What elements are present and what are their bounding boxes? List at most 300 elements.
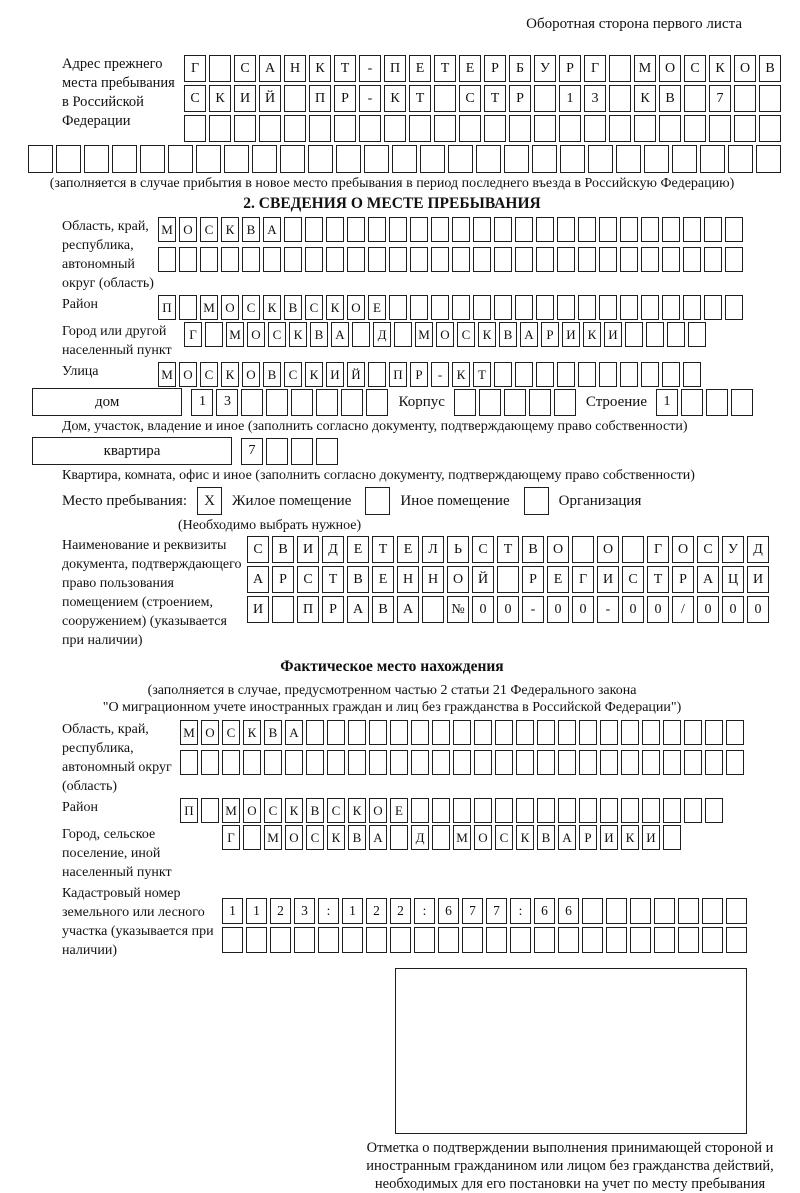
char-box[interactable]: В xyxy=(348,825,366,850)
char-box[interactable] xyxy=(702,898,723,924)
char-box[interactable]: К xyxy=(263,295,281,320)
char-box[interactable] xyxy=(359,115,381,142)
char-box[interactable]: С xyxy=(622,566,644,593)
char-box[interactable] xyxy=(294,927,315,953)
char-box[interactable]: В xyxy=(310,322,328,347)
char-box[interactable] xyxy=(184,115,206,142)
char-box[interactable] xyxy=(536,247,554,272)
char-box[interactable]: 6 xyxy=(558,898,579,924)
char-box[interactable]: А xyxy=(558,825,576,850)
char-box[interactable] xyxy=(326,247,344,272)
char-box[interactable]: К xyxy=(634,85,656,112)
char-box[interactable]: С xyxy=(306,825,324,850)
char-box[interactable]: А xyxy=(331,322,349,347)
char-box[interactable]: А xyxy=(285,720,303,745)
char-box[interactable] xyxy=(431,247,449,272)
char-box[interactable]: 7 xyxy=(241,438,263,465)
char-box[interactable] xyxy=(438,927,459,953)
char-box[interactable]: С xyxy=(264,798,282,823)
char-box[interactable]: Й xyxy=(347,362,365,387)
char-box[interactable] xyxy=(684,798,702,823)
char-box[interactable]: К xyxy=(221,217,239,242)
char-box[interactable]: Т xyxy=(473,362,491,387)
char-box[interactable] xyxy=(662,247,680,272)
char-box[interactable]: Т xyxy=(334,55,356,82)
char-box[interactable]: : xyxy=(414,898,435,924)
char-box[interactable] xyxy=(683,247,701,272)
char-box[interactable] xyxy=(663,720,681,745)
char-box[interactable]: К xyxy=(221,362,239,387)
char-box[interactable] xyxy=(667,322,685,347)
char-box[interactable] xyxy=(705,750,723,775)
char-box[interactable] xyxy=(659,115,681,142)
char-box[interactable]: С xyxy=(234,55,256,82)
char-box[interactable] xyxy=(554,389,576,416)
char-box[interactable] xyxy=(453,720,471,745)
char-box[interactable] xyxy=(390,720,408,745)
char-box[interactable]: С xyxy=(459,85,481,112)
char-box[interactable] xyxy=(578,295,596,320)
char-box[interactable] xyxy=(327,720,345,745)
char-box[interactable]: 0 xyxy=(697,596,719,623)
char-box[interactable]: Т xyxy=(322,566,344,593)
char-box[interactable] xyxy=(621,720,639,745)
char-box[interactable]: О xyxy=(285,825,303,850)
char-box[interactable] xyxy=(620,295,638,320)
char-box[interactable]: Ь xyxy=(447,536,469,563)
char-box[interactable] xyxy=(599,362,617,387)
char-box[interactable]: Р xyxy=(410,362,428,387)
checkbox-inoe-pomeshchenie[interactable] xyxy=(365,487,390,515)
char-box[interactable] xyxy=(678,927,699,953)
char-box[interactable]: В xyxy=(306,798,324,823)
char-box[interactable] xyxy=(201,798,219,823)
char-box[interactable] xyxy=(368,362,386,387)
char-box[interactable] xyxy=(454,389,476,416)
char-box[interactable] xyxy=(259,115,281,142)
char-box[interactable]: 6 xyxy=(534,898,555,924)
char-box[interactable] xyxy=(642,720,660,745)
char-box[interactable]: С xyxy=(495,825,513,850)
char-box[interactable]: Р xyxy=(559,55,581,82)
char-box[interactable]: М xyxy=(158,362,176,387)
char-box[interactable] xyxy=(621,798,639,823)
char-box[interactable] xyxy=(56,145,81,173)
char-box[interactable] xyxy=(179,247,197,272)
char-box[interactable] xyxy=(384,115,406,142)
char-box[interactable]: М xyxy=(453,825,471,850)
char-box[interactable] xyxy=(242,247,260,272)
char-box[interactable] xyxy=(410,295,428,320)
char-box[interactable] xyxy=(234,115,256,142)
char-box[interactable]: А xyxy=(347,596,369,623)
char-box[interactable] xyxy=(515,247,533,272)
char-box[interactable] xyxy=(557,217,575,242)
char-box[interactable]: Е xyxy=(372,566,394,593)
char-box[interactable] xyxy=(558,750,576,775)
char-box[interactable] xyxy=(600,750,618,775)
char-box[interactable] xyxy=(516,720,534,745)
char-box[interactable] xyxy=(284,85,306,112)
char-box[interactable]: П xyxy=(158,295,176,320)
char-box[interactable]: 1 xyxy=(222,898,243,924)
char-box[interactable] xyxy=(196,145,221,173)
char-box[interactable] xyxy=(684,115,706,142)
char-box[interactable] xyxy=(411,798,429,823)
char-box[interactable] xyxy=(534,927,555,953)
char-box[interactable]: О xyxy=(243,798,261,823)
char-box[interactable] xyxy=(431,295,449,320)
char-box[interactable]: С xyxy=(284,362,302,387)
char-box[interactable] xyxy=(702,927,723,953)
char-box[interactable]: - xyxy=(431,362,449,387)
char-box[interactable] xyxy=(473,295,491,320)
char-box[interactable]: Р xyxy=(509,85,531,112)
char-box[interactable]: Е xyxy=(347,536,369,563)
char-box[interactable] xyxy=(620,217,638,242)
char-box[interactable] xyxy=(341,389,363,416)
char-box[interactable] xyxy=(704,295,722,320)
char-box[interactable]: О xyxy=(659,55,681,82)
char-box[interactable] xyxy=(389,217,407,242)
char-box[interactable]: В xyxy=(284,295,302,320)
char-box[interactable]: С xyxy=(457,322,475,347)
char-box[interactable]: Р xyxy=(322,596,344,623)
char-box[interactable]: О xyxy=(221,295,239,320)
char-box[interactable]: О xyxy=(242,362,260,387)
char-box[interactable] xyxy=(112,145,137,173)
char-box[interactable]: 7 xyxy=(709,85,731,112)
char-box[interactable]: К xyxy=(452,362,470,387)
char-box[interactable] xyxy=(600,798,618,823)
char-box[interactable] xyxy=(266,438,288,465)
char-box[interactable] xyxy=(606,898,627,924)
char-box[interactable] xyxy=(588,145,613,173)
char-box[interactable]: С xyxy=(247,536,269,563)
char-box[interactable]: П xyxy=(180,798,198,823)
char-box[interactable]: 3 xyxy=(294,898,315,924)
char-box[interactable] xyxy=(606,927,627,953)
char-box[interactable] xyxy=(642,798,660,823)
char-box[interactable] xyxy=(509,115,531,142)
char-box[interactable]: Р xyxy=(579,825,597,850)
char-box[interactable] xyxy=(584,115,606,142)
char-box[interactable]: С xyxy=(697,536,719,563)
char-box[interactable]: К xyxy=(243,720,261,745)
char-box[interactable] xyxy=(336,145,361,173)
char-box[interactable] xyxy=(352,322,370,347)
char-box[interactable] xyxy=(641,217,659,242)
char-box[interactable]: С xyxy=(305,295,323,320)
char-box[interactable] xyxy=(306,720,324,745)
char-box[interactable] xyxy=(284,115,306,142)
char-box[interactable]: М xyxy=(200,295,218,320)
char-box[interactable] xyxy=(704,247,722,272)
char-box[interactable] xyxy=(672,145,697,173)
char-box[interactable] xyxy=(515,362,533,387)
char-box[interactable] xyxy=(305,217,323,242)
char-box[interactable]: Г xyxy=(572,566,594,593)
char-box[interactable] xyxy=(609,85,631,112)
char-box[interactable]: 1 xyxy=(656,389,678,416)
char-box[interactable] xyxy=(537,720,555,745)
char-box[interactable] xyxy=(389,295,407,320)
char-box[interactable]: И xyxy=(600,825,618,850)
char-box[interactable] xyxy=(168,145,193,173)
char-box[interactable]: Д xyxy=(747,536,769,563)
char-box[interactable] xyxy=(599,247,617,272)
char-box[interactable]: Н xyxy=(422,566,444,593)
char-box[interactable]: О xyxy=(436,322,454,347)
char-box[interactable]: А xyxy=(263,217,281,242)
char-box[interactable] xyxy=(726,720,744,745)
char-box[interactable]: 0 xyxy=(747,596,769,623)
char-box[interactable] xyxy=(582,927,603,953)
char-box[interactable] xyxy=(663,750,681,775)
char-box[interactable]: О xyxy=(547,536,569,563)
char-box[interactable]: Ц xyxy=(722,566,744,593)
char-box[interactable]: С xyxy=(184,85,206,112)
char-box[interactable] xyxy=(497,566,519,593)
char-box[interactable]: О xyxy=(474,825,492,850)
char-box[interactable]: Б xyxy=(509,55,531,82)
char-box[interactable]: В xyxy=(759,55,781,82)
char-box[interactable] xyxy=(495,720,513,745)
char-box[interactable] xyxy=(266,389,288,416)
char-box[interactable] xyxy=(479,389,501,416)
char-box[interactable]: С xyxy=(268,322,286,347)
char-box[interactable] xyxy=(622,536,644,563)
char-box[interactable] xyxy=(348,720,366,745)
char-box[interactable]: М xyxy=(222,798,240,823)
char-box[interactable]: 0 xyxy=(572,596,594,623)
char-box[interactable] xyxy=(504,145,529,173)
char-box[interactable] xyxy=(683,362,701,387)
char-box[interactable]: / xyxy=(672,596,694,623)
char-box[interactable]: Д xyxy=(322,536,344,563)
char-box[interactable]: : xyxy=(510,898,531,924)
char-box[interactable] xyxy=(560,145,585,173)
char-box[interactable]: Р xyxy=(272,566,294,593)
char-box[interactable]: Е xyxy=(368,295,386,320)
char-box[interactable] xyxy=(474,750,492,775)
char-box[interactable]: 7 xyxy=(462,898,483,924)
char-box[interactable] xyxy=(474,720,492,745)
char-box[interactable]: Т xyxy=(409,85,431,112)
char-box[interactable]: К xyxy=(348,798,366,823)
char-box[interactable] xyxy=(572,536,594,563)
char-box[interactable] xyxy=(452,217,470,242)
char-box[interactable] xyxy=(369,720,387,745)
char-box[interactable] xyxy=(579,798,597,823)
char-box[interactable] xyxy=(272,596,294,623)
char-box[interactable] xyxy=(558,798,576,823)
char-box[interactable] xyxy=(532,145,557,173)
char-box[interactable]: О xyxy=(179,217,197,242)
char-box[interactable]: М xyxy=(180,720,198,745)
char-box[interactable] xyxy=(432,798,450,823)
char-box[interactable] xyxy=(504,389,526,416)
char-box[interactable]: К xyxy=(305,362,323,387)
char-box[interactable]: И xyxy=(234,85,256,112)
char-box[interactable]: В xyxy=(372,596,394,623)
char-box[interactable]: Т xyxy=(372,536,394,563)
char-box[interactable] xyxy=(420,145,445,173)
char-box[interactable] xyxy=(494,217,512,242)
char-box[interactable]: К xyxy=(326,295,344,320)
char-box[interactable]: Р xyxy=(522,566,544,593)
char-box[interactable] xyxy=(431,217,449,242)
char-box[interactable] xyxy=(663,825,681,850)
char-box[interactable]: О xyxy=(247,322,265,347)
char-box[interactable] xyxy=(209,115,231,142)
char-box[interactable]: И xyxy=(297,536,319,563)
char-box[interactable]: М xyxy=(264,825,282,850)
char-box[interactable] xyxy=(534,85,556,112)
char-box[interactable]: Й xyxy=(472,566,494,593)
char-box[interactable] xyxy=(684,85,706,112)
char-box[interactable] xyxy=(459,115,481,142)
char-box[interactable] xyxy=(389,247,407,272)
char-box[interactable]: Г xyxy=(184,322,202,347)
char-box[interactable]: Е xyxy=(397,536,419,563)
char-box[interactable]: Г xyxy=(584,55,606,82)
char-box[interactable] xyxy=(684,750,702,775)
char-box[interactable] xyxy=(557,247,575,272)
char-box[interactable]: С xyxy=(327,798,345,823)
char-box[interactable] xyxy=(579,750,597,775)
char-box[interactable] xyxy=(704,217,722,242)
char-box[interactable] xyxy=(599,295,617,320)
char-box[interactable]: 1 xyxy=(342,898,363,924)
char-box[interactable] xyxy=(705,798,723,823)
char-box[interactable]: П xyxy=(389,362,407,387)
char-box[interactable] xyxy=(634,115,656,142)
char-box[interactable]: Л xyxy=(422,536,444,563)
char-box[interactable] xyxy=(366,389,388,416)
char-box[interactable] xyxy=(683,217,701,242)
char-box[interactable] xyxy=(536,217,554,242)
char-box[interactable] xyxy=(326,217,344,242)
char-box[interactable] xyxy=(630,927,651,953)
char-box[interactable]: Р xyxy=(484,55,506,82)
char-box[interactable] xyxy=(534,115,556,142)
char-box[interactable] xyxy=(284,217,302,242)
char-box[interactable] xyxy=(654,898,675,924)
char-box[interactable] xyxy=(309,115,331,142)
char-box[interactable] xyxy=(414,927,435,953)
char-box[interactable] xyxy=(700,145,725,173)
char-box[interactable]: Й xyxy=(259,85,281,112)
char-box[interactable] xyxy=(180,750,198,775)
char-box[interactable] xyxy=(662,295,680,320)
char-box[interactable]: Т xyxy=(484,85,506,112)
char-box[interactable]: А xyxy=(247,566,269,593)
char-box[interactable] xyxy=(476,145,501,173)
char-box[interactable] xyxy=(222,927,243,953)
char-box[interactable]: А xyxy=(520,322,538,347)
char-box[interactable]: К xyxy=(709,55,731,82)
char-box[interactable] xyxy=(515,217,533,242)
char-box[interactable] xyxy=(452,247,470,272)
char-box[interactable] xyxy=(663,798,681,823)
char-box[interactable] xyxy=(646,322,664,347)
char-box[interactable]: С xyxy=(297,566,319,593)
char-box[interactable] xyxy=(316,389,338,416)
char-box[interactable] xyxy=(494,247,512,272)
checkbox-zhiloe-pomeshchenie[interactable]: X xyxy=(197,487,222,515)
char-box[interactable] xyxy=(201,750,219,775)
char-box[interactable]: К xyxy=(285,798,303,823)
char-box[interactable] xyxy=(369,750,387,775)
char-box[interactable] xyxy=(579,720,597,745)
char-box[interactable]: К xyxy=(478,322,496,347)
char-box[interactable] xyxy=(410,247,428,272)
char-box[interactable] xyxy=(422,596,444,623)
char-box[interactable] xyxy=(734,85,756,112)
char-box[interactable]: 0 xyxy=(622,596,644,623)
char-box[interactable] xyxy=(537,798,555,823)
char-box[interactable] xyxy=(641,295,659,320)
char-box[interactable]: В xyxy=(263,362,281,387)
char-box[interactable] xyxy=(158,247,176,272)
char-box[interactable] xyxy=(473,247,491,272)
char-box[interactable]: К xyxy=(516,825,534,850)
char-box[interactable]: 3 xyxy=(216,389,238,416)
char-box[interactable] xyxy=(453,750,471,775)
char-box[interactable] xyxy=(452,295,470,320)
char-box[interactable]: В xyxy=(242,217,260,242)
char-box[interactable] xyxy=(662,362,680,387)
char-box[interactable] xyxy=(434,85,456,112)
char-box[interactable] xyxy=(432,720,450,745)
char-box[interactable] xyxy=(756,145,781,173)
char-box[interactable]: Г xyxy=(184,55,206,82)
char-box[interactable] xyxy=(578,247,596,272)
char-box[interactable] xyxy=(495,798,513,823)
char-box[interactable]: О xyxy=(672,536,694,563)
char-box[interactable]: - xyxy=(597,596,619,623)
char-box[interactable] xyxy=(364,145,389,173)
char-box[interactable] xyxy=(578,217,596,242)
char-box[interactable] xyxy=(291,389,313,416)
char-box[interactable]: В xyxy=(537,825,555,850)
char-box[interactable] xyxy=(411,750,429,775)
char-box[interactable] xyxy=(609,55,631,82)
char-box[interactable] xyxy=(609,115,631,142)
char-box[interactable] xyxy=(486,927,507,953)
char-box[interactable]: - xyxy=(359,55,381,82)
char-box[interactable] xyxy=(725,295,743,320)
char-box[interactable]: № xyxy=(447,596,469,623)
char-box[interactable]: М xyxy=(158,217,176,242)
char-box[interactable]: : xyxy=(318,898,339,924)
char-box[interactable]: И xyxy=(604,322,622,347)
char-box[interactable]: Е xyxy=(547,566,569,593)
char-box[interactable]: 2 xyxy=(366,898,387,924)
char-box[interactable] xyxy=(306,750,324,775)
char-box[interactable] xyxy=(411,720,429,745)
char-box[interactable] xyxy=(432,825,450,850)
char-box[interactable] xyxy=(726,927,747,953)
char-box[interactable] xyxy=(473,217,491,242)
char-box[interactable] xyxy=(688,322,706,347)
char-box[interactable] xyxy=(537,750,555,775)
char-box[interactable]: А xyxy=(369,825,387,850)
char-box[interactable] xyxy=(291,438,313,465)
char-box[interactable] xyxy=(516,750,534,775)
char-box[interactable] xyxy=(709,115,731,142)
